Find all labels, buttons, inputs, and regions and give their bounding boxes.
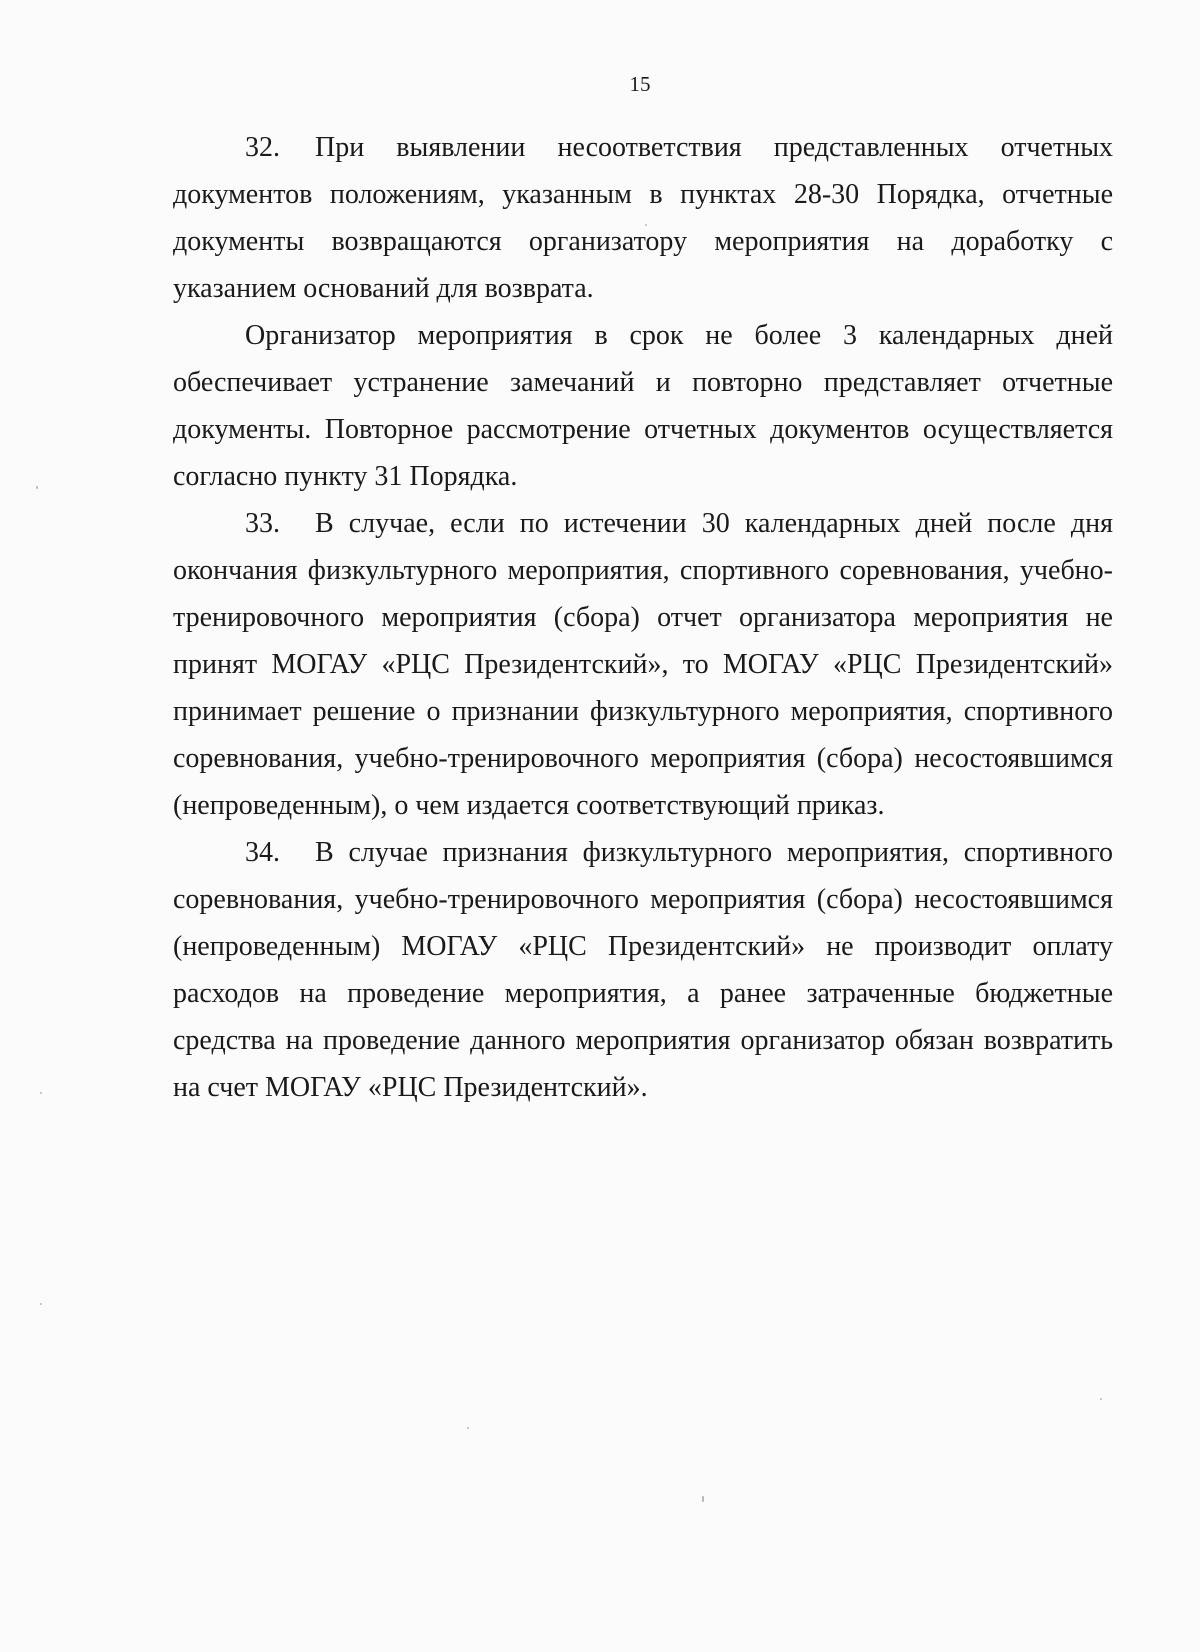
paragraph-33-text: В случае, если по истечении 30 календарных дней после дня окончания физкультурного мероприятия, спортивного соревнования, учебно-тренировочного мероприятия (сбора) отчет организатора мероприятия не принят МОГАУ «РЦС Президентский», то МОГАУ «РЦС Президентский» принимает решение о признании физкультурного мероприятия, спортивного соревнования, учебно-тренировочного мероприятия (сбора) несостоявшимся (непроведенным), о чем издается соответствующий приказ.	[173, 508, 1113, 821]
paragraph-32	[173, 124, 1113, 312]
scan-speck	[40, 1092, 42, 1094]
scan-speck	[645, 224, 647, 226]
paragraph-34	[173, 829, 1113, 1111]
page-number: 15	[629, 72, 651, 96]
scan-speck	[467, 1427, 469, 1429]
paragraph-32-text: При выявлении несоответствия представленных отчетных документов положениям, указанным в пунктах 28-30 Порядка, отчетные документы возвращаются организатору мероприятия на доработку с указанием оснований для возврата.	[173, 132, 1113, 304]
item-number-34: 34.	[245, 837, 280, 868]
paragraph-34-text: В случае признания физкультурного мероприятия, спортивного соревнования, учебно-тренировочного мероприятия (сбора) несостоявшимся (непроведенным) МОГАУ «РЦС Президентский» не производит оплату расходов на проведение мероприятия, а ранее затраченные бюджетные средства на проведение данного мероприятия организатор обязан возвратить на счет МОГАУ «РЦС Президентский».	[173, 837, 1113, 1103]
scan-speck	[36, 486, 38, 489]
paragraph-32-continuation	[173, 312, 1113, 500]
scan-speck	[702, 1496, 704, 1502]
item-number-32: 32.	[245, 132, 280, 163]
scan-speck	[40, 1303, 42, 1305]
paragraph-33	[173, 500, 1113, 829]
item-number-33: 33.	[245, 508, 280, 539]
paragraph-32-continuation-text: Организатор мероприятия в срок не более 3 календарных дней обеспечивает устранение замечаний и повторно представляет отчетные документы. Повторное рассмотрение отчетных документов осуществляется согласно пункту 31 Порядка.	[173, 320, 1113, 492]
scan-speck	[1100, 1398, 1102, 1400]
document-body	[173, 124, 1113, 1111]
